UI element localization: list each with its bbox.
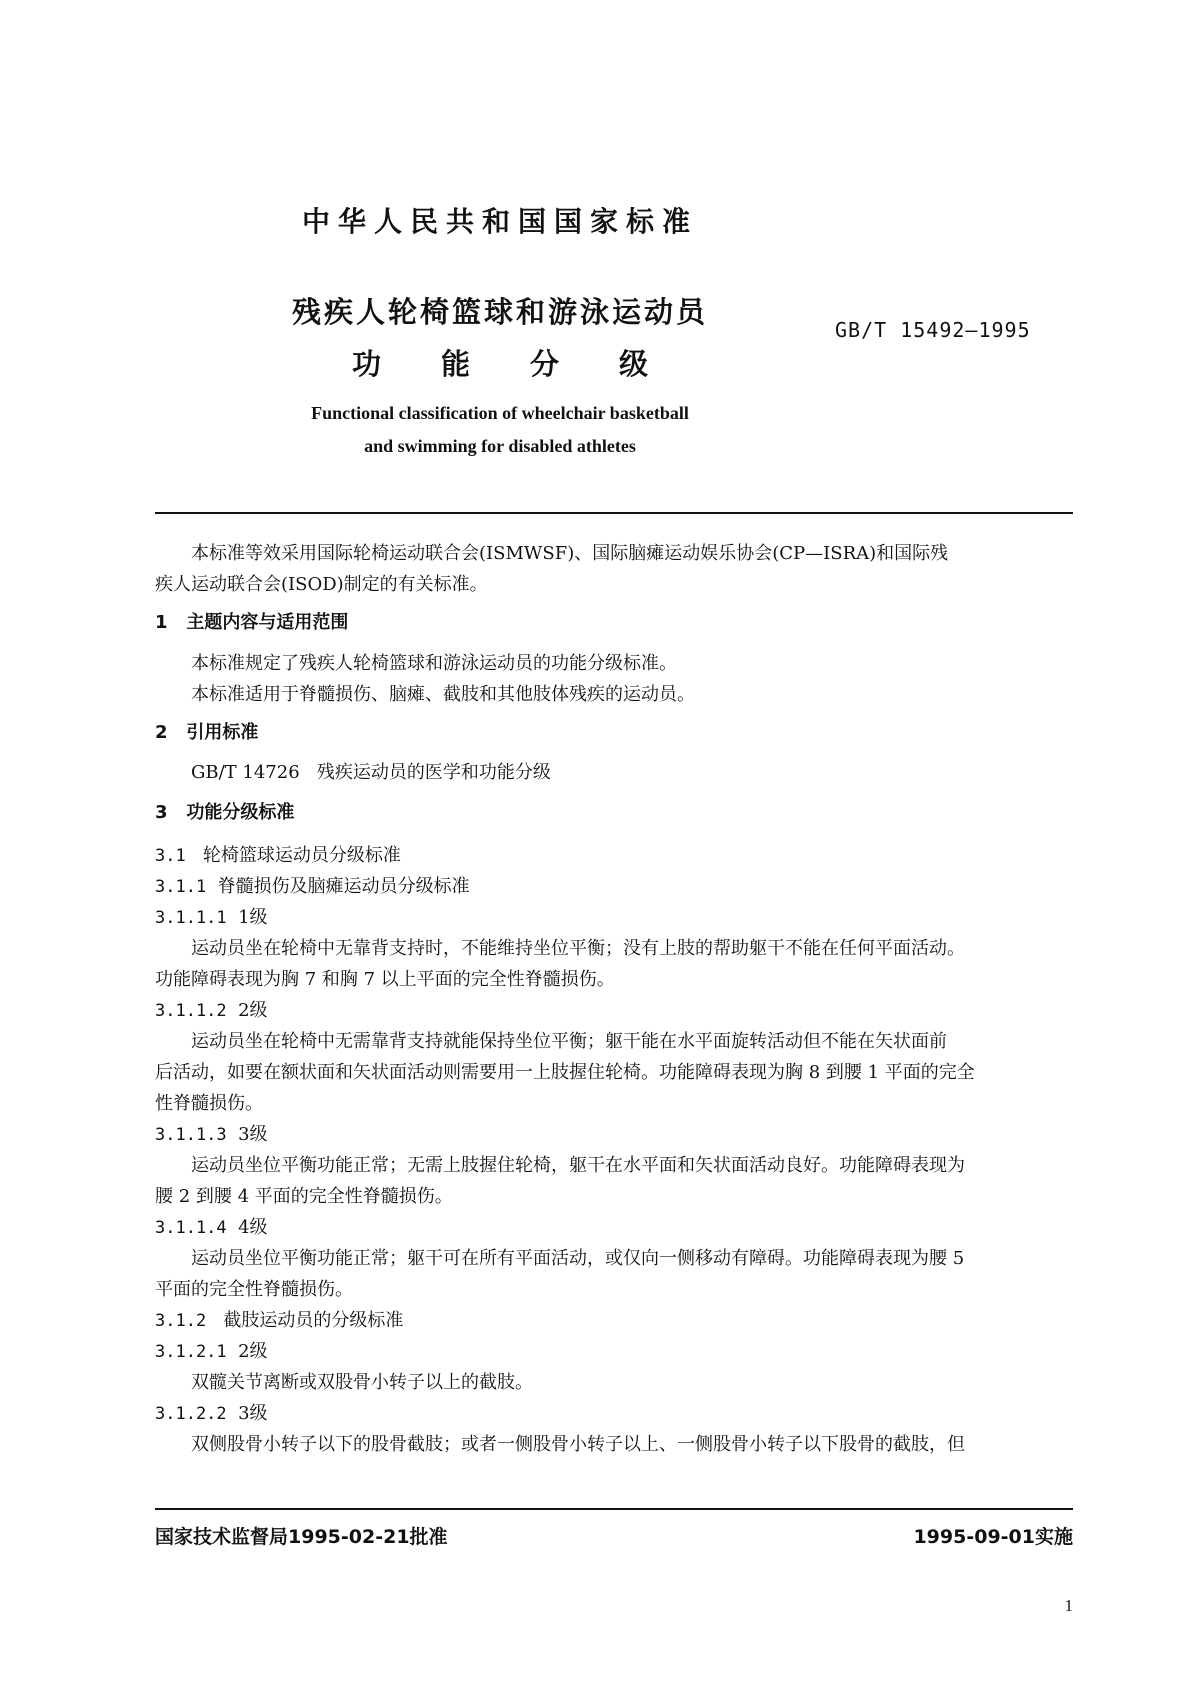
section-1-paragraph-1: 本标准规定了残疾人轮椅篮球和游泳运动员的功能分级标准。	[191, 653, 677, 674]
clause-title: 1级	[238, 907, 268, 928]
clause-3-1	[155, 840, 401, 872]
section-3-heading	[155, 798, 294, 824]
document-title-line1: 残疾人轮椅篮球和游泳运动员	[291, 295, 708, 329]
clause-3-1-1-4	[155, 1212, 268, 1244]
english-title-line1: Functional classification of wheelchair basketball	[311, 403, 689, 423]
title-char: 功	[351, 347, 381, 381]
national-standard-heading: 中华人民共和国国家标准	[301, 205, 698, 238]
clause-title: 截肢运动员的分级标准	[223, 1310, 404, 1331]
clause-title: 3级	[238, 1124, 268, 1145]
section-number: 1	[155, 612, 168, 633]
section-title: 引用标准	[186, 722, 259, 743]
clause-text-line: 平面的完全性脊髓损伤。	[155, 1279, 353, 1300]
clause-3-1-2	[155, 1305, 403, 1337]
normative-reference	[191, 757, 551, 788]
reference-code: GB/T 14726	[191, 762, 300, 783]
clause-text-line: 运动员坐位平衡功能正常；无需上肢握住轮椅，躯干在水平面和矢状面活动良好。功能障碍表现为	[191, 1155, 965, 1176]
clause-number: 3.1.2	[155, 1311, 207, 1331]
clause-number: 3.1.1.4	[155, 1218, 227, 1238]
clause-text-line: 双髋关节离断或双股骨小转子以上的截肢。	[191, 1372, 533, 1393]
title-char: 分	[530, 347, 560, 381]
clause-title: 轮椅篮球运动员分级标准	[202, 845, 401, 866]
clause-3-1-1-3	[155, 1119, 268, 1151]
page-number: 1	[1064, 1596, 1073, 1615]
clause-text-line: 运动员坐在轮椅中无靠背支持时，不能维持坐位平衡；没有上肢的帮助躯干不能在任何平面活动。	[191, 938, 965, 959]
foreword-line1: 本标准等效采用国际轮椅运动联合会(ISMWSF)、国际脑瘫运动娱乐协会(CP—ISRA)和国际残	[191, 543, 949, 564]
title-char: 级	[619, 347, 649, 381]
clause-3-1-2-2	[155, 1398, 268, 1430]
section-number: 3	[155, 802, 168, 823]
clause-text-line: 腰 2 到腰 4 平面的完全性脊髓损伤。	[155, 1186, 453, 1207]
clause-title: 4级	[238, 1217, 268, 1238]
foreword-line2: 疾人运动联合会(ISOD)制定的有关标准。	[155, 574, 488, 595]
section-title: 主题内容与适用范围	[186, 612, 349, 633]
clause-3-1-1-2	[155, 995, 268, 1027]
title-char: 能	[440, 347, 470, 381]
clause-text-line: 运动员坐在轮椅中无需靠背支持就能保持坐位平衡；躯干能在水平面旋转活动但不能在矢状面前	[191, 1031, 947, 1052]
document-title-line2	[0, 342, 1000, 383]
clause-number: 3.1.1	[155, 877, 207, 897]
section-2-heading	[155, 718, 258, 744]
approval-date: 国家技术监督局1995-02-21批准	[155, 1526, 448, 1548]
clause-number: 3.1.2.1	[155, 1342, 227, 1362]
clause-number: 3.1	[155, 846, 186, 866]
standard-number: GB/T 15492—1995	[835, 318, 1031, 342]
clause-title: 3级	[238, 1403, 268, 1424]
clause-number: 3.1.1.1	[155, 908, 227, 928]
clause-text-line: 功能障碍表现为胸 7 和胸 7 以上平面的完全性脊髓损伤。	[155, 969, 615, 990]
clause-title: 2级	[238, 1000, 268, 1021]
clause-3-1-1	[155, 871, 470, 903]
clause-title: 脊髓损伤及脑瘫运动员分级标准	[217, 876, 470, 897]
clause-3-1-1-1	[155, 902, 268, 934]
clause-number: 3.1.1.2	[155, 1001, 227, 1021]
clause-title: 2级	[238, 1341, 268, 1362]
clause-3-1-2-1	[155, 1336, 268, 1368]
clause-text-line: 后活动，如要在额状面和矢状面活动则需要用一上肢握住轮椅。功能障碍表现为胸 8 到腰 1 平面的完全	[155, 1062, 975, 1083]
clause-number: 3.1.1.3	[155, 1125, 227, 1145]
section-1-paragraph-2: 本标准适用于脊髓损伤、脑瘫、截肢和其他肢体残疾的运动员。	[191, 684, 695, 705]
reference-title: 残疾运动员的医学和功能分级	[316, 762, 551, 783]
section-number: 2	[155, 722, 168, 743]
header-divider	[155, 512, 1073, 514]
clause-text-line: 双侧股骨小转子以下的股骨截肢；或者一侧股骨小转子以上、一侧股骨小转子以下股骨的截肢，但	[191, 1434, 965, 1455]
section-title: 功能分级标准	[186, 802, 295, 823]
implementation-date: 1995-09-01实施	[913, 1526, 1073, 1548]
clause-number: 3.1.2.2	[155, 1404, 227, 1424]
footer-divider	[155, 1508, 1073, 1510]
english-title-line2: and swimming for disabled athletes	[364, 436, 636, 456]
clause-text-line: 性脊髓损伤。	[155, 1093, 263, 1114]
clause-text-line: 运动员坐位平衡功能正常；躯干可在所有平面活动，或仅向一侧移动有障碍。功能障碍表现为腰 5	[191, 1248, 965, 1269]
section-1-heading	[155, 608, 348, 634]
